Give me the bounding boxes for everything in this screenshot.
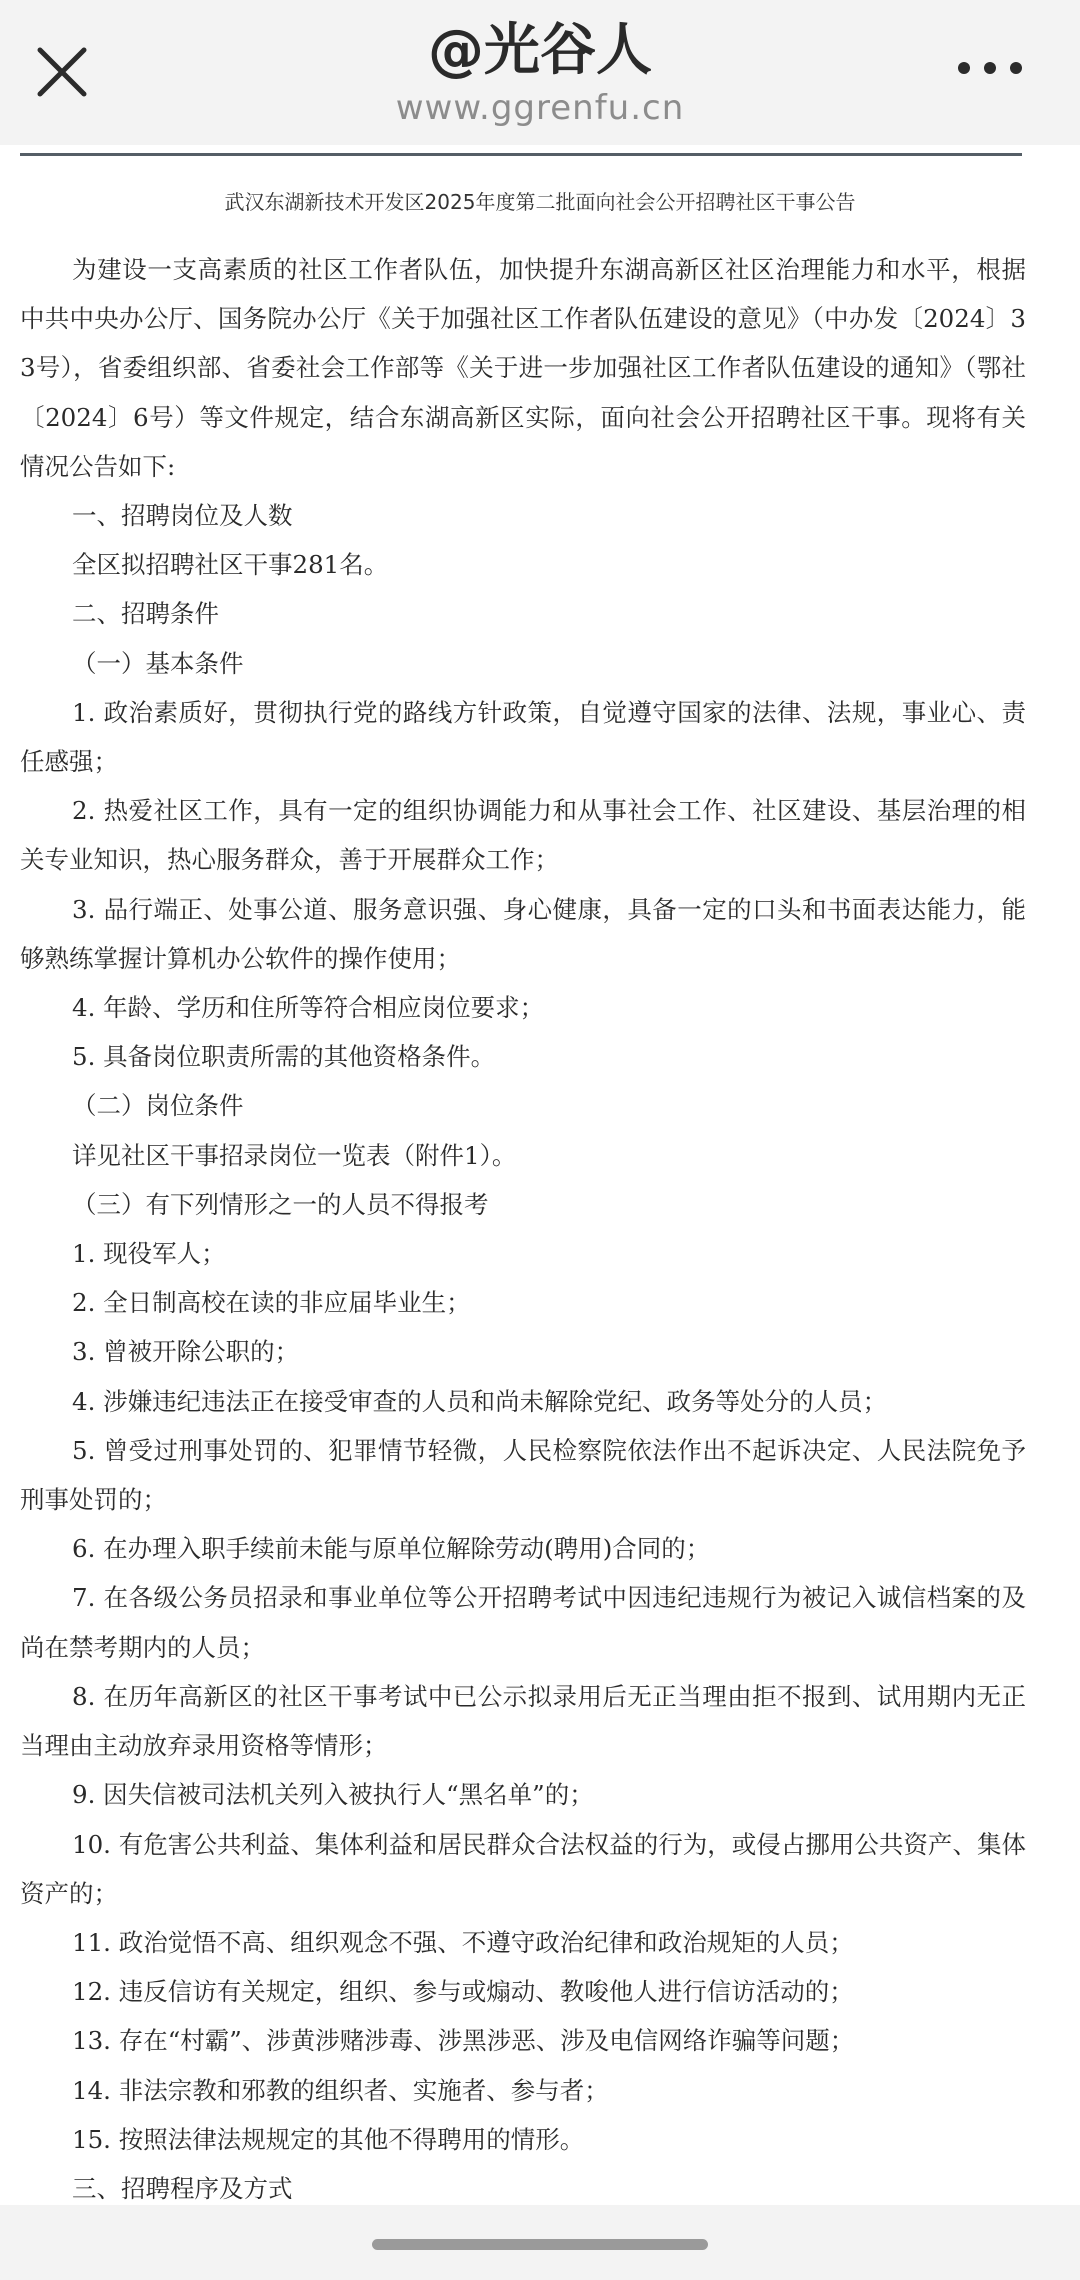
list-item: 5. 曾受过刑事处罚的、犯罪情节轻微，人民检察院依法作出不起诉决定、人民法院免予刑事处罚的；: [20, 1435, 1026, 1515]
list-item: 8. 在历年高新区的社区干事考试中已公示拟录用后无正当理由拒不报到、试用期内无正当理由主动放弃录用资格等情形；: [20, 1681, 1026, 1761]
article-body: [20, 245, 1026, 2205]
subsection-heading: （一）基本条件: [72, 648, 244, 678]
section-heading: 一、招聘岗位及人数: [72, 501, 293, 531]
list-item: 7. 在各级公务员招录和事业单位等公开招聘考试中因违纪违规行为被记入诚信档案的及尚在禁考期内的人员；: [20, 1583, 1026, 1662]
page-url: www.ggrenfu.cn: [395, 88, 685, 128]
header-divider: [20, 153, 1022, 156]
section-heading: 三、招聘程序及方式: [72, 2173, 293, 2203]
list-item: 2. 全日制高校在读的非应届毕业生；: [72, 1288, 471, 1318]
section-heading: 二、招聘条件: [72, 599, 219, 629]
intro-paragraph: 为建设一支高素质的社区工作者队伍，加快提升东湖高新区社区治理能力和水平，根据中共中央办公厅、国务院办公厅《关于加强社区工作者队伍建设的意见》（中办发〔2024〕33号），省委组织部、省委社会工作部等《关于进一步加强社区工作者队伍建设的通知》（鄂社〔2024〕6号）等文件规定，结合东湖高新区实际，面向社会公开招聘社区干事。现将有关情况公告如下:: [20, 255, 1026, 481]
list-item: 3. 曾被开除公职的；: [72, 1337, 300, 1367]
list-item: 4. 涉嫌违纪违法正在接受审查的人员和尚未解除党纪、政务等处分的人员；: [72, 1386, 888, 1416]
list-item: 15. 按照法律法规规定的其他不得聘用的情形。: [72, 2124, 585, 2154]
more-icon[interactable]: [950, 48, 1030, 88]
paragraph: 全区拟招聘社区干事281名。: [72, 550, 389, 580]
list-item: 1. 政治素质好，贯彻执行党的路线方针政策，自觉遵守国家的法律、法规，事业心、责任感强；: [20, 697, 1026, 777]
list-item: 13. 存在“村霸”、涉黄涉赌涉毒、涉黑涉恶、涉及电信网络诈骗等问题；: [72, 2026, 855, 2056]
paragraph: 详见社区干事招录岗位一览表（附件1）。: [72, 1140, 517, 1170]
list-item: 9. 因失信被司法机关列入被执行人“黑名单”的；: [72, 1780, 594, 1810]
list-item: 5. 具备岗位职责所需的其他资格条件。: [72, 1042, 496, 1072]
list-item: 10. 有危害公共利益、集体利益和居民群众合法权益的行为，或侵占挪用公共资产、集体资产的；: [20, 1829, 1026, 1908]
list-item: 12. 违反信访有关规定，组织、参与或煽动、教唆他人进行信访活动的；: [72, 1977, 854, 2007]
browser-top-bar: [0, 0, 1080, 145]
article-content[interactable]: [0, 145, 1080, 2205]
bottom-bar: [0, 2205, 1080, 2280]
list-item: 11. 政治觉悟不高、组织观念不强、不遵守政治纪律和政治规矩的人员；: [72, 1927, 854, 1957]
list-item: 6. 在办理入职手续前未能与原单位解除劳动(聘用)合同的；: [72, 1534, 711, 1564]
subsection-heading: （三）有下列情形之一的人员不得报考: [72, 1189, 489, 1219]
list-item: 3. 品行端正、处事公道、服务意识强、身心健康，具备一定的口头和书面表达能力，能够熟练掌握计算机办公软件的操作使用；: [20, 894, 1026, 973]
list-item: 4. 年龄、学历和住所等符合相应岗位要求；: [72, 993, 545, 1023]
subsection-heading: （二）岗位条件: [72, 1091, 244, 1121]
page-title: @光谷人: [428, 18, 652, 83]
document-title: 武汉东湖新技术开发区2025年度第二批面向社会公开招聘社区干事公告: [224, 190, 856, 214]
list-item: 1. 现役军人；: [72, 1239, 226, 1269]
list-item: 14. 非法宗教和邪教的组织者、实施者、参与者；: [72, 2075, 609, 2105]
home-indicator[interactable]: [372, 2239, 708, 2250]
list-item: 2. 热爱社区工作，具有一定的组织协调能力和从事社会工作、社区建设、基层治理的相关专业知识，热心服务群众，善于开展群众工作；: [20, 796, 1026, 875]
